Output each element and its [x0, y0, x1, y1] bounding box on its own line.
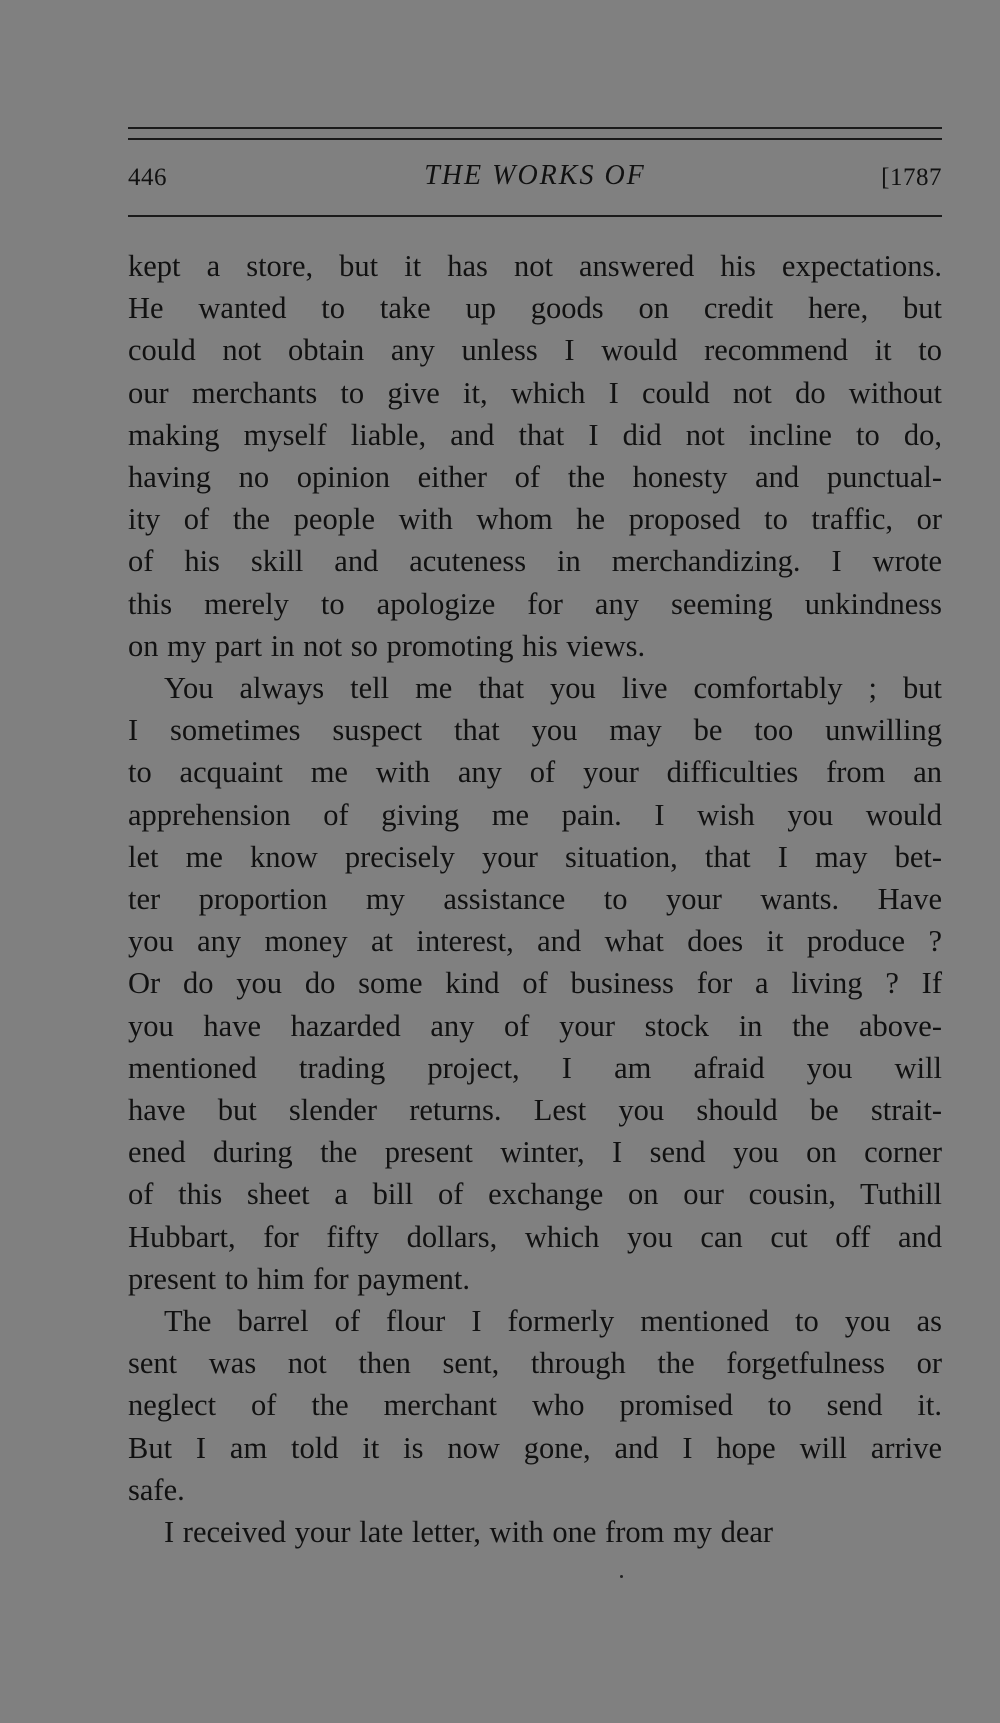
header-rule-second — [128, 138, 942, 140]
text-line: kept a store, but it has not answered his expectations. — [128, 249, 942, 283]
text-line: apprehension of giving me pain. I wish you would — [128, 797, 942, 832]
text-line: on my part in not so promoting his views. — [128, 628, 646, 663]
text-line: mentioned trading project, I am afraid you will — [128, 1050, 942, 1085]
text-line: to acquaint me with any of your difficulties from an — [128, 755, 942, 790]
text-line: I received your late letter, with one from my dear — [164, 1515, 774, 1550]
paragraph — [128, 1511, 942, 1553]
book-page — [128, 0, 942, 1723]
header-rule-top — [128, 127, 942, 129]
print-speck — [620, 1575, 623, 1578]
text-line: having no opinion either of the honesty and punctual- — [128, 460, 942, 495]
text-line: this merely to apologize for any seeming unkindness — [128, 586, 942, 621]
paragraph — [128, 667, 942, 1300]
text-line: But I am told it is now gone, and I hope will arrive — [128, 1430, 942, 1465]
page-number: 446 — [128, 164, 167, 191]
text-line: The barrel of flour I formerly mentioned to you as — [164, 1304, 942, 1339]
text-line: present to him for payment. — [128, 1261, 470, 1296]
text-line: you have hazarded any of your stock in the above- — [128, 1008, 942, 1043]
paragraph — [128, 1300, 942, 1511]
text-line: neglect of the merchant who promised to send it. — [128, 1388, 942, 1423]
text-line: ened during the present winter, I send you on corner — [128, 1135, 942, 1170]
text-line: could not obtain any unless I would recommend it to — [128, 333, 942, 368]
text-line: Hubbart, for fifty dollars, which you can cut off and — [128, 1219, 942, 1254]
text-line: Or do you do some kind of business for a living ? If — [128, 966, 942, 1001]
text-line: safe. — [128, 1472, 185, 1507]
paragraph — [128, 245, 942, 667]
text-line: of this sheet a bill of exchange on our cousin, Tuthill — [128, 1177, 942, 1212]
text-line: ity of the people with whom he proposed to traffic, or — [128, 502, 942, 537]
text-line: our merchants to give it, which I could not do without — [128, 375, 942, 410]
body-text — [128, 245, 942, 1553]
text-line: I sometimes suspect that you may be too unwilling — [128, 713, 942, 748]
text-line: of his skill and acuteness in merchandizing. I wrote — [128, 544, 942, 579]
running-title: THE WORKS OF — [424, 160, 646, 191]
text-line: sent was not then sent, through the forgetfulness or — [128, 1346, 942, 1381]
text-line: you any money at interest, and what does it produce ? — [128, 924, 942, 959]
header-rule-bottom — [128, 215, 942, 217]
text-line: let me know precisely your situation, that I may bet- — [128, 839, 942, 874]
running-year: [1787 — [881, 164, 942, 191]
text-line: ter proportion my assistance to your wants. Have — [128, 882, 942, 917]
text-line: He wanted to take up goods on credit here, but — [128, 291, 942, 326]
running-head — [128, 160, 942, 200]
text-line: have but slender returns. Lest you should be strait- — [128, 1093, 942, 1128]
text-line: making myself liable, and that I did not incline to do, — [128, 417, 942, 452]
text-line: You always tell me that you live comfortably ; but — [164, 671, 942, 706]
